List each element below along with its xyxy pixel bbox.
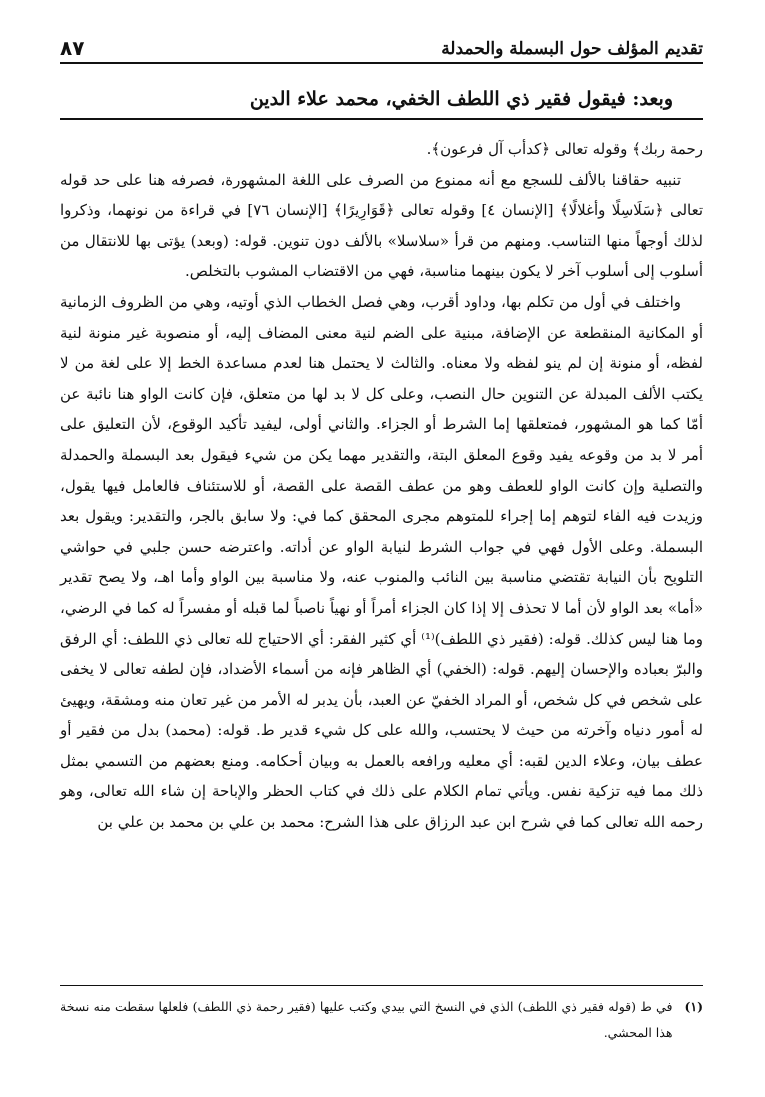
paragraph: واختلف في أول من تكلم بها، وداود أقرب، وهي فصل الخطاب الذي أوتيه، وهي من الظروف الزمانية أو المكانية المنقطعة عن الإضافة، مبنية على الضم لنية معنى المضاف إليه، أو منصوبة غير منونة لنية لفظه، أو منونة إن لم ينو لفظه ولا معناه. والثالث لا يحتمل هنا لعدم مساعدة الخط إلا على لغة من لا يكتب الألف المبدلة عن التنوين حال النصب، وعلى كل لا بد لها من متعلق، فإن كانت الواو هنا نائبة عن أمّا كما هو المشهور، فمتعلقها إما الشرط أو الجزاء. والثاني أولى، ليفيد تأكيد الوقوع، لأن التعليق على أمر لا بد من وقوعه يفيد وقوع المعلق البتة، والتقدير مهما يكن من شيء فيقول بعد البسملة والحمدلة والتصلية وإن كانت الواو للعطف وهو من عطف القصة على القصة، أو للاستئناف فالعامل فيها يقول، وزيدت فيه الفاء لتوهم إما إجراء للمتوهم مجرى المحقق كما في: ولا سابق بالجر، والتقدير: ويقول بعد البسملة. وعلى الأول فهي في جواب الشرط لنيابة الواو عن أداته. واعترضه حسن جلبي في حواشي التلويح بأن النيابة تقتضي مناسبة بين النائب والمنوب عنه، ولا مناسبة بين الواو وأما اهـ، ولا يصح تقدير «أما» بعد الواو لأن أما لا تحذف إلا إذا كان الجزاء أمراً أو نهياً ناصباً لما قبله أو مفسراً له كما في الرضي، وما هنا ليس كذلك. قوله: (فقير ذي اللطف)⁽¹⁾ أي كثير الفقر: أي الاحتياج لله تعالى ذي اللطف: أي الرفق والبرّ بعباده والإحسان إليهم. قوله: (الخفي) أي الظاهر فإنه من أسماء الأضداد، فإن لطفه تعالى لا يخفى على شخص في كل شخص، أو المراد الخفيّ عن العبد، بأن يدبر له الأمر من غير تعان منه ومشقة، ويهيئ له أمور دنياه وآخرته من حيث لا يحتسب، والله على كل شيء قدير ط. قوله: (محمد) بدل من فقير أو عطف بيان، وعلاء الدين لقبه: أي معليه ورافعه بالعمل به وبيان أحكامه. ومنع بعضهم من التسمي بمثل ذلك مما فيه تزكية نفس. ويأتي تمام الكلام على ذلك في كتاب الحظر والإباحة إن شاء الله تعالى، وهو رحمه الله تعالى كما في شرح ابن عبد الرزاق على هذا الشرح: محمد بن علي بن محمد بن علي بن xyxy=(60,292,703,832)
matn-divider xyxy=(60,118,703,120)
footnote-divider xyxy=(60,985,703,986)
footnote-text: في ط (قوله فقير ذي اللطف) الذي في النسخ التي بيدي وكتب عليها (فقير رحمة ذي اللطف) فلعلها سقطت منه نسخة هذا المحشي. xyxy=(60,999,673,1040)
running-header xyxy=(60,28,703,64)
page-number: ٨٧ xyxy=(60,36,85,60)
matn-text: وبعد: فيقول فقير ذي اللطف الخفي، محمد علاء الدين xyxy=(249,88,673,110)
commentary-body xyxy=(60,134,703,838)
running-title: تقديم المؤلف حول البسملة والحمدلة xyxy=(441,39,703,59)
paragraph: رحمة ربك﴾ وقوله تعالى ﴿كدأب آل فرعون﴾. xyxy=(426,140,703,158)
footnote-marker: (١) xyxy=(684,999,703,1014)
paragraph: تنبيه حقاقنا بالألف للسجع مع أنه ممنوع من الصرف على اللغة المشهورة، فصرفه هنا على حد قوله تعالى ﴿سَلَاسِلًا وأغلالًا﴾ [الإنسان ٤] وقوله تعالى ﴿قَوَارِيرًا﴾ [الإنسان ٧٦] في قراءة من نونهما، وذكروا لذلك أوجهاً منها التناسب. ومنهم من قرأ «سلاسلا» بالألف دون تنوين. قوله: (وبعد) يؤتى بها للانتقال من أسلوب إلى أسلوب آخر لا يكون بينهما مناسبة، فهي من الاقتضاب المشوب بالتخلص. xyxy=(60,170,704,281)
footnote xyxy=(60,994,703,1046)
